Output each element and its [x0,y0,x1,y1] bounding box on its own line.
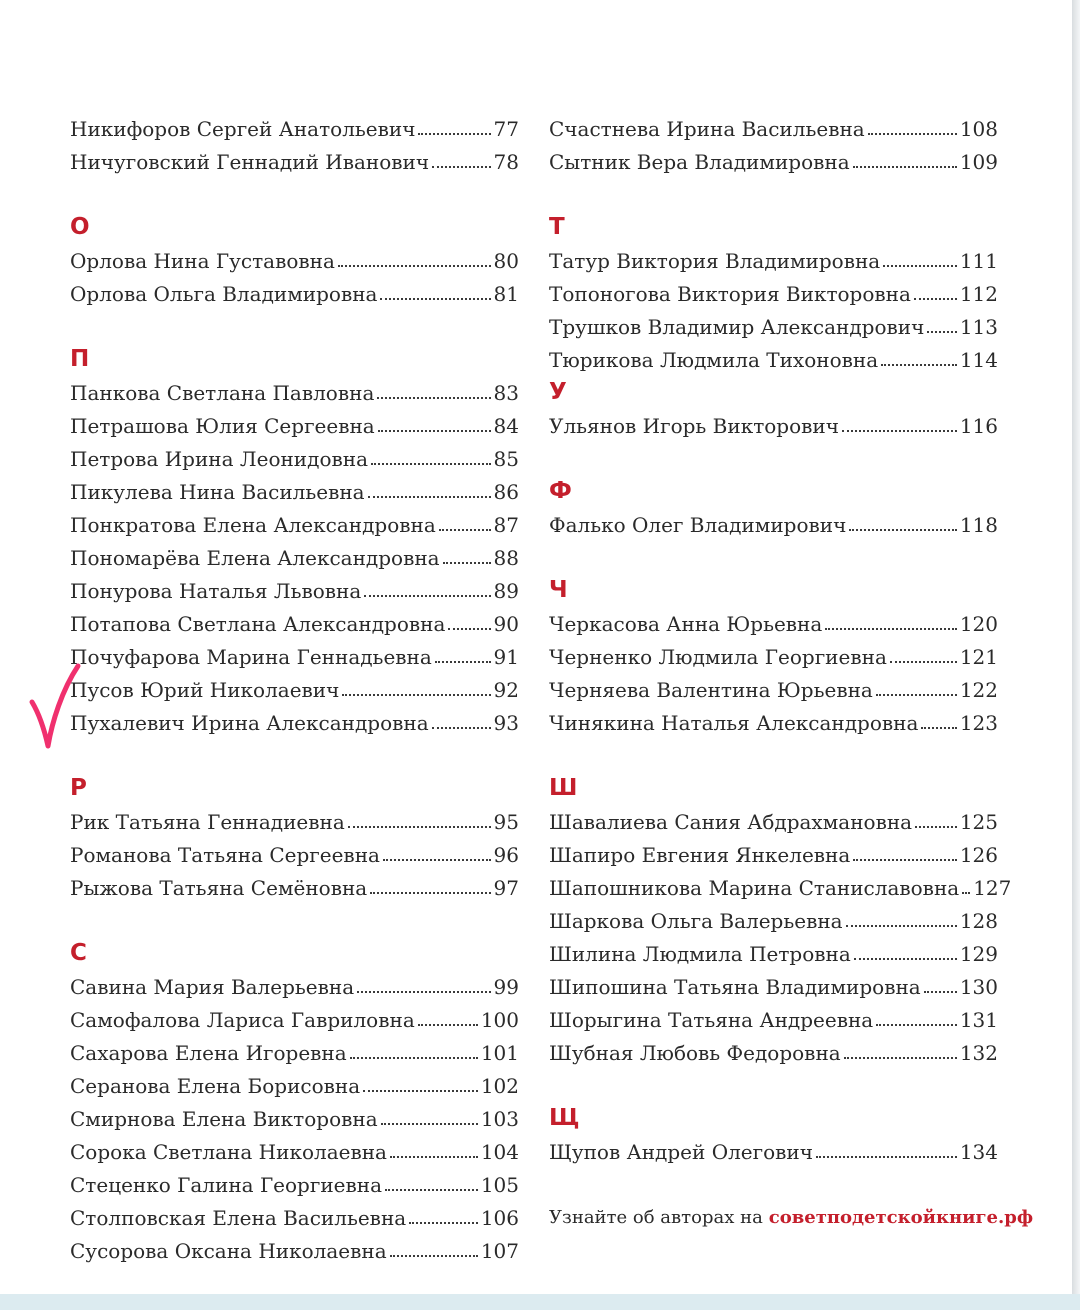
index-entry [70,506,519,539]
author-name: Никифоров Сергей Анатольевич [70,117,416,141]
dot-leader [390,1156,478,1158]
dot-leader [368,496,491,498]
dot-leader [921,727,956,729]
index-entry [549,308,998,341]
section-letter: Ч [549,577,568,603]
page-number: 81 [493,282,519,306]
index-entry [70,1034,519,1067]
section-letter-heading [70,770,519,803]
page-number: 89 [493,579,519,603]
page-number: 131 [959,1008,998,1032]
author-name: Шипошина Татьяна Владимировна [549,975,921,999]
page-number: 134 [959,1140,998,1164]
section-gap [70,902,519,935]
index-entry [70,803,519,836]
author-name: Трушков Владимир Александрович [549,315,925,339]
author-name: Топоногова Виктория Викторовна [549,282,911,306]
page-number: 125 [959,810,998,834]
handwritten-checkmark-icon [28,660,84,752]
section-letter-heading [549,473,998,506]
index-entry [549,605,998,638]
page-number: 112 [959,282,998,306]
author-name: Понурова Наталья Львовна [70,579,362,603]
index-entry [549,935,998,968]
section-gap [549,1166,998,1199]
dot-leader [378,430,491,432]
author-name: Татур Виктория Владимировна [549,249,881,273]
dot-leader [418,133,490,135]
author-name: Столповская Елена Васильевна [70,1206,407,1230]
index-entry [70,1133,519,1166]
index-entry [549,638,998,671]
page-number: 116 [959,414,998,438]
index-entry [70,407,519,440]
page-number: 78 [493,150,519,174]
section-letter-heading [70,341,519,374]
author-name: Пономарёва Елена Александровна [70,546,440,570]
dot-leader [432,727,491,729]
page-number: 99 [493,975,519,999]
section-letter: У [549,379,567,405]
section-letter-heading [549,770,998,803]
index-entry [70,869,519,902]
page-number: 121 [959,645,998,669]
dot-leader [881,364,957,366]
page-number: 88 [493,546,519,570]
dot-leader [380,298,490,300]
section-letter: Щ [549,1105,580,1131]
dot-leader [381,1123,478,1125]
dot-leader [825,628,957,630]
page-number: 129 [959,942,998,966]
dot-leader [849,529,957,531]
author-name: Самофалова Лариса Гавриловна [70,1008,415,1032]
page-number: 126 [959,843,998,867]
page-number: 103 [480,1107,519,1131]
dot-leader [890,661,957,663]
section-gap [549,1067,998,1100]
page-number: 132 [959,1041,998,1065]
page-number: 109 [959,150,998,174]
author-name: Сытник Вера Владимировна [549,150,850,174]
author-name: Сорока Светлана Николаевна [70,1140,387,1164]
author-name: Ничуговский Геннадий Иванович [70,150,430,174]
page-number: 127 [973,876,1012,900]
page-number: 77 [493,117,519,141]
author-name: Шапошникова Марина Станиславовна [549,876,960,900]
author-name: Петрашова Юлия Сергеевна [70,414,375,438]
dot-leader [868,133,957,135]
section-letter-heading [549,572,998,605]
dot-leader [883,265,957,267]
author-name: Счастнева Ирина Васильевна [549,117,865,141]
author-name: Потапова Светлана Александровна [70,612,446,636]
author-name: Шапиро Евгения Янкелевна [549,843,851,867]
author-name: Шилина Людмила Петровна [549,942,851,966]
author-name: Щупов Андрей Олегович [549,1140,813,1164]
index-entry [70,242,519,275]
author-name: Тюрикова Людмила Тихоновна [549,348,879,372]
index-entry [70,110,519,143]
index-entry [70,836,519,869]
index-entry [549,869,1012,902]
author-name: Шорыгина Татьяна Андреевна [549,1008,874,1032]
dot-leader [853,166,957,168]
dot-leader [383,859,491,861]
dot-leader [390,1255,478,1257]
section-letter: П [70,346,90,372]
index-entry [70,539,519,572]
author-name: Смирнова Елена Викторовна [70,1107,378,1131]
page-number: 84 [493,414,519,438]
author-name: Понкратова Елена Александровна [70,513,436,537]
dot-leader [844,1057,957,1059]
author-name: Черняева Валентина Юрьевна [549,678,873,702]
section-gap [549,539,998,572]
dot-leader [854,958,957,960]
footer-text: Узнайте об авторах на [549,1207,763,1228]
section-letter-heading [549,374,998,407]
author-name: Сусорова Оксана Николаевна [70,1239,387,1263]
section-letter: О [70,214,90,240]
section-letter-heading [70,935,519,968]
dot-leader [876,694,957,696]
page-number: 102 [480,1074,519,1098]
index-entry [549,143,998,176]
dot-leader [927,331,957,333]
index-column-left [70,110,519,1265]
section-gap [549,440,998,473]
dot-leader [357,991,490,993]
index-entry [549,407,998,440]
dot-leader [338,265,491,267]
page-number: 92 [493,678,519,702]
author-name: Пухалевич Ирина Александровна [70,711,429,735]
index-entry [70,1199,519,1232]
dot-leader [914,298,957,300]
page-number: 108 [959,117,998,141]
index-entry [70,275,519,308]
page-number: 118 [959,513,998,537]
section-gap [70,176,519,209]
dot-leader [915,826,957,828]
index-entry [70,440,519,473]
author-name: Рыжова Татьяна Семёновна [70,876,368,900]
page-number: 87 [493,513,519,537]
page-edge-shadow [1072,0,1080,1294]
index-entry [549,803,998,836]
index-entry [549,902,998,935]
section-letter: Ф [549,478,572,504]
page-number: 90 [493,612,519,636]
section-gap [549,176,998,209]
section-letter: С [70,940,87,966]
page-number: 113 [959,315,998,339]
author-name: Пикулева Нина Васильевна [70,480,365,504]
page-number: 100 [480,1008,519,1032]
section-letter-heading [549,209,998,242]
index-entry [549,1034,998,1067]
index-entry [70,1001,519,1034]
page-number: 85 [493,447,519,471]
index-entry [70,605,519,638]
website-link[interactable]: советподетскойкниге.рф [768,1207,1034,1228]
dot-leader [876,1024,957,1026]
dot-leader [924,991,957,993]
index-entry [549,836,998,869]
index-entry [549,341,998,374]
index-entry [70,1067,519,1100]
dot-leader [435,661,491,663]
page-number: 120 [959,612,998,636]
page-number: 95 [493,810,519,834]
section-letter-heading [70,209,519,242]
index-entry [70,1232,519,1265]
author-name: Ульянов Игорь Викторович [549,414,839,438]
author-name: Петрова Ирина Леонидовна [70,447,369,471]
author-name: Савина Мария Валерьевна [70,975,355,999]
section-letter: Р [70,775,87,801]
index-entry [549,242,998,275]
dot-leader [439,529,491,531]
dot-leader [364,595,490,597]
section-gap [70,308,519,341]
section-letter-heading [549,1100,998,1133]
dot-leader [363,1090,478,1092]
page-number: 96 [493,843,519,867]
footer-note [549,1199,1034,1232]
author-name: Орлова Нина Густавовна [70,249,335,273]
index-entry [70,473,519,506]
page-number: 101 [480,1041,519,1065]
index-entry [549,671,998,704]
dot-leader [432,166,490,168]
dot-leader [370,892,490,894]
page-number: 114 [959,348,998,372]
dot-leader [846,925,957,927]
dot-leader [348,826,491,828]
dot-leader [409,1222,478,1224]
author-name: Шавалиева Сания Абдрахмановна [549,810,913,834]
dot-leader [443,562,491,564]
page-number: 93 [493,711,519,735]
page-number: 128 [959,909,998,933]
author-name: Шубная Любовь Федоровна [549,1041,841,1065]
index-entry [70,968,519,1001]
index-entry [549,968,998,1001]
author-name: Стеценко Галина Георгиевна [70,1173,383,1197]
page-number: 111 [959,249,998,273]
dot-leader [350,1057,478,1059]
page-number: 104 [480,1140,519,1164]
index-entry [70,704,519,737]
index-entry [70,671,519,704]
dot-leader [342,694,490,696]
dot-leader [842,430,957,432]
section-gap [549,737,998,770]
page-number: 123 [959,711,998,735]
author-name: Панкова Светлана Павловна [70,381,375,405]
author-name: Рик Татьяна Геннадиевна [70,810,345,834]
author-name: Сахарова Елена Игоревна [70,1041,347,1065]
dot-leader [418,1024,478,1026]
author-name: Чинякина Наталья Александровна [549,711,919,735]
section-letter: Ш [549,775,578,801]
index-entry [70,374,519,407]
index-entry [549,1133,998,1166]
author-name: Фалько Олег Владимирович [549,513,847,537]
author-name: Пусов Юрий Николаевич [70,678,340,702]
page-number: 107 [480,1239,519,1263]
index-entry [70,572,519,605]
page-number: 86 [493,480,519,504]
page-number: 122 [959,678,998,702]
index-entry [70,143,519,176]
dot-leader [448,628,490,630]
viewer-bottom-strip [0,1294,1080,1310]
section-letter: Т [549,214,565,240]
author-name: Орлова Ольга Владимировна [70,282,378,306]
page-number: 97 [493,876,519,900]
section-gap [70,737,519,770]
dot-leader [385,1189,478,1191]
index-entry [549,506,998,539]
dot-leader [816,1156,957,1158]
index-entry [549,1001,998,1034]
index-entry [549,704,998,737]
index-entry [70,1166,519,1199]
index-entry [549,110,998,143]
index-entry [549,275,998,308]
author-name: Черкасова Анна Юрьевна [549,612,823,636]
index-entry [70,638,519,671]
author-name: Шаркова Ольга Валерьевна [549,909,843,933]
author-name: Серанова Елена Борисовна [70,1074,361,1098]
index-entry [70,1100,519,1133]
page-number: 106 [480,1206,519,1230]
index-column-right [549,110,1034,1232]
page-number: 130 [959,975,998,999]
author-name: Черненко Людмила Георгиевна [549,645,887,669]
page-number: 83 [493,381,519,405]
page-number: 91 [493,645,519,669]
author-name: Романова Татьяна Сергеевна [70,843,380,867]
dot-leader [962,892,970,894]
page-number: 105 [480,1173,519,1197]
author-name: Почуфарова Марина Геннадьевна [70,645,432,669]
dot-leader [377,397,490,399]
dot-leader [371,463,491,465]
dot-leader [853,859,957,861]
page-number: 80 [493,249,519,273]
